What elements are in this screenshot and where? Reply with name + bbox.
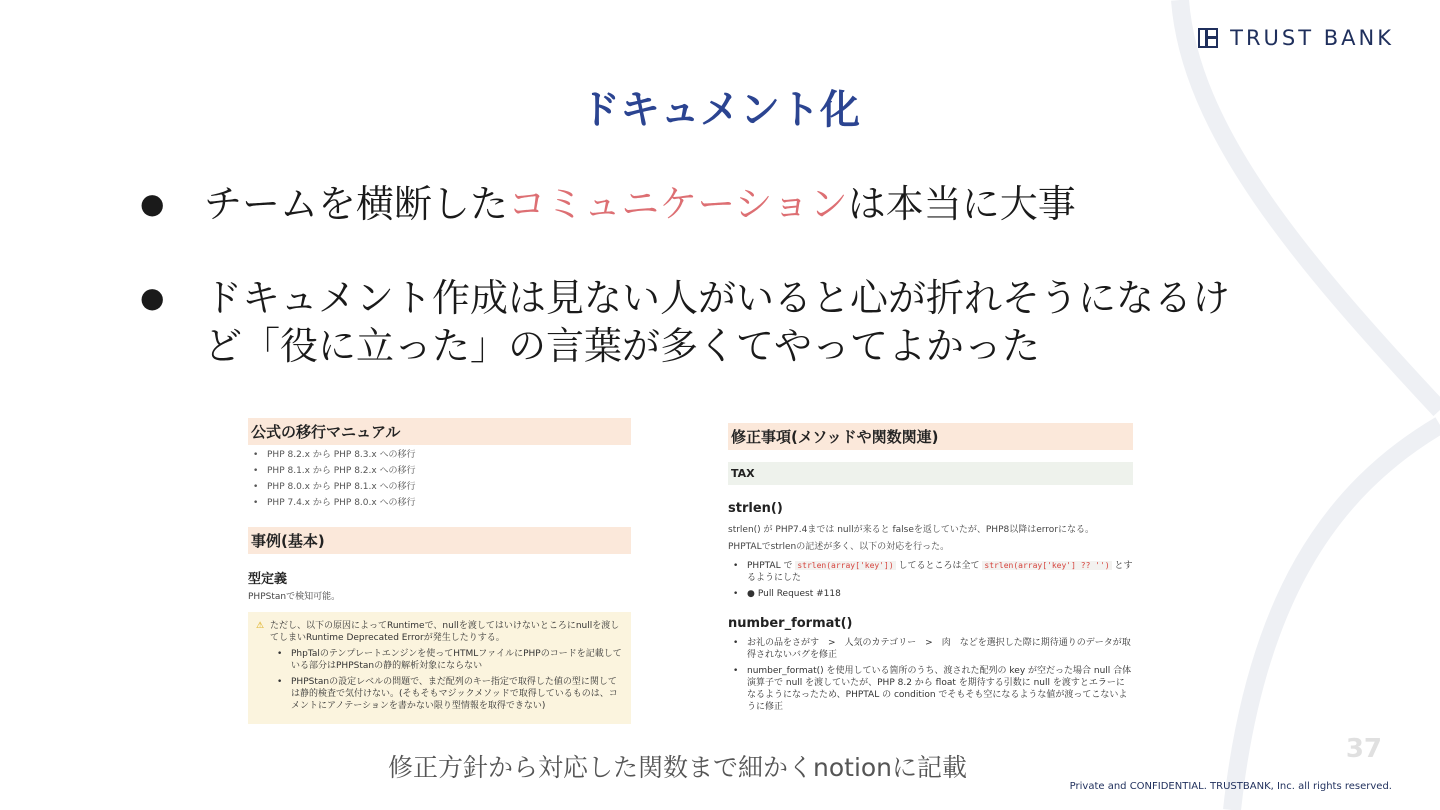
bullet-highlight: コミュニケーション — [508, 182, 848, 226]
warning-icon: ⚠ — [256, 621, 265, 631]
number-format-heading: number_format() — [728, 616, 853, 631]
migration-link[interactable]: PHP 8.0.x から PHP 8.1.x への移行 — [267, 482, 416, 492]
warning-item: PHPStanの設定レベルの問題で、まだ配列のキー指定で取得した値の型に関しては静的検査で気付けない。(そもそもマジックメソッドで取得しているものは、コメントにアノテーションを書かない限り型情報を取得できない) — [291, 677, 618, 711]
list-item: • PHPStanの設定レベルの問題で、まだ配列のキー指定で取得した値の型に関しては静的検査で気付けない。(そもそもマジックメソッドで取得しているものは、コメントにアノテーションを書かない限り型情報を取得できない) — [256, 676, 623, 712]
page-number: 37 — [1345, 734, 1382, 764]
bullet-text — [204, 274, 1230, 370]
list-item: • ● Pull Request #118 — [733, 589, 841, 599]
strlen-fix-part: してるところは全て — [898, 561, 980, 571]
warning-text: ただし、以下の原因によってRuntimeで、nullを渡してはいけないところにnullを渡してしまいRuntime Deprecated Errorが発生したりする。 — [270, 621, 620, 643]
number-format-item: number_format() を使用している箇所のうち、渡された配列の key が空だった場合 null 合体演算子で null を渡していたが、PHP 8.2 から float を期待する引数に null を渡すとエラーになるようになったため、PHPTAL の condition でそもそも空になるような値が渡ってこないように修正 — [747, 666, 1132, 712]
list-item: • PhpTalのテンプレートエンジンを使ってHTMLファイルにPHPのコードを記載している部分はPHPStanの静的解析対象にならない — [277, 649, 622, 671]
warning-callout — [248, 612, 631, 724]
strlen-fix-part: とするようにした — [747, 561, 1133, 583]
strlen-heading: strlen() — [728, 501, 783, 516]
code-snippet: strlen(array['key']) — [797, 561, 894, 570]
strlen-description: strlen() が PHP7.4までは nullが来ると falseを返していたが、PHP8以降はerrorになる。 — [728, 525, 1095, 535]
notion-screenshot-left — [248, 418, 631, 726]
bullet-marker: ● — [140, 281, 165, 314]
list-item: • PHP 8.2.x から PHP 8.3.x への移行 — [253, 450, 416, 460]
bullet-line-2: ど「役に立った」の言葉が多くてやってよかった — [204, 324, 1041, 368]
bullet-text — [204, 180, 1076, 228]
phpstan-note: PHPStanで検知可能。 — [248, 592, 341, 602]
migration-link-list — [248, 449, 631, 509]
list-item: • PHP 8.0.x から PHP 8.1.x への移行 — [253, 482, 416, 492]
bullet-item — [140, 274, 1300, 370]
logo-text: TRUST BANK — [1230, 26, 1394, 50]
bullet-list — [140, 180, 1300, 416]
strlen-fix-part: PHPTAL で — [747, 561, 793, 571]
migration-link[interactable]: PHP 7.4.x から PHP 8.0.x への移行 — [267, 498, 416, 508]
list-item: • number_format() を使用している箇所のうち、渡された配列の key が空だった場合 null 合体演算子で null を渡していたが、PHP 8.2 から float を期待する引数に null を渡すとエラーになるようになったため、PHPTAL の condition でそもそも空になるような値が渡ってこないように修正 — [733, 666, 1132, 712]
image-caption: 修正方針から対応した関数まで細かくnotionに記載 — [388, 753, 968, 782]
code-snippet: strlen(array['key'] ?? '') — [984, 561, 1110, 570]
migration-manual-heading: 公式の移行マニュアル — [248, 418, 631, 445]
bullet-text-suffix: は本当に大事 — [847, 182, 1076, 226]
bullet-item — [140, 180, 1300, 228]
list-item: • PHP 7.4.x から PHP 8.0.x への移行 — [253, 498, 416, 508]
bullet-text-prefix: チームを横断した — [204, 182, 509, 226]
list-item: • PHPTAL で strlen(array['key']) してるところは全て strlen(array['key'] ?? '') とするようにした — [733, 561, 1133, 583]
github-icon: ● — [747, 589, 755, 599]
list-item: • お礼の品をさがす > 人気のカテゴリー > 肉 などを選択した際に期待通りのデータが取得されないバグを修正 — [728, 637, 1133, 661]
strlen-fix-text — [747, 560, 1133, 584]
migration-link[interactable]: PHP 8.1.x から PHP 8.2.x への移行 — [267, 466, 416, 476]
examples-heading: 事例(基本) — [248, 527, 631, 554]
confidential-footer: Private and CONFIDENTIAL. TRUSTBANK, Inc. all rights reserved. — [1069, 781, 1392, 792]
warning-item: PhpTalのテンプレートエンジンを使ってHTMLファイルにPHPのコードを記載している部分はPHPStanの静的解析対象にならない — [291, 649, 622, 671]
bullet-line-1: ドキュメント作成は見ない人がいると心が折れそうになるけ — [204, 276, 1231, 320]
number-format-item: お礼の品をさがす > 人気のカテゴリー > 肉 などを選択した際に期待通りのデータが取得されないバグを修正 — [747, 638, 1131, 660]
pull-request-link[interactable]: Pull Request #118 — [757, 589, 841, 599]
notion-screenshot-right — [728, 423, 1133, 727]
logo-mark-icon — [1198, 28, 1218, 48]
tag-label: TAX — [728, 462, 1133, 485]
slide-title: ドキュメント化 — [580, 87, 860, 133]
fixes-heading: 修正事項(メソッドや関数関連) — [728, 423, 1133, 450]
warning-line — [256, 620, 623, 644]
list-item: • PHP 8.1.x から PHP 8.2.x への移行 — [253, 466, 416, 476]
company-logo — [1198, 26, 1394, 50]
type-definition-heading: 型定義 — [248, 572, 288, 587]
bullet-marker: ● — [140, 187, 165, 220]
migration-link[interactable]: PHP 8.2.x から PHP 8.3.x への移行 — [267, 450, 416, 460]
strlen-description: PHPTALでstrlenの記述が多く、以下の対応を行った。 — [728, 542, 950, 552]
